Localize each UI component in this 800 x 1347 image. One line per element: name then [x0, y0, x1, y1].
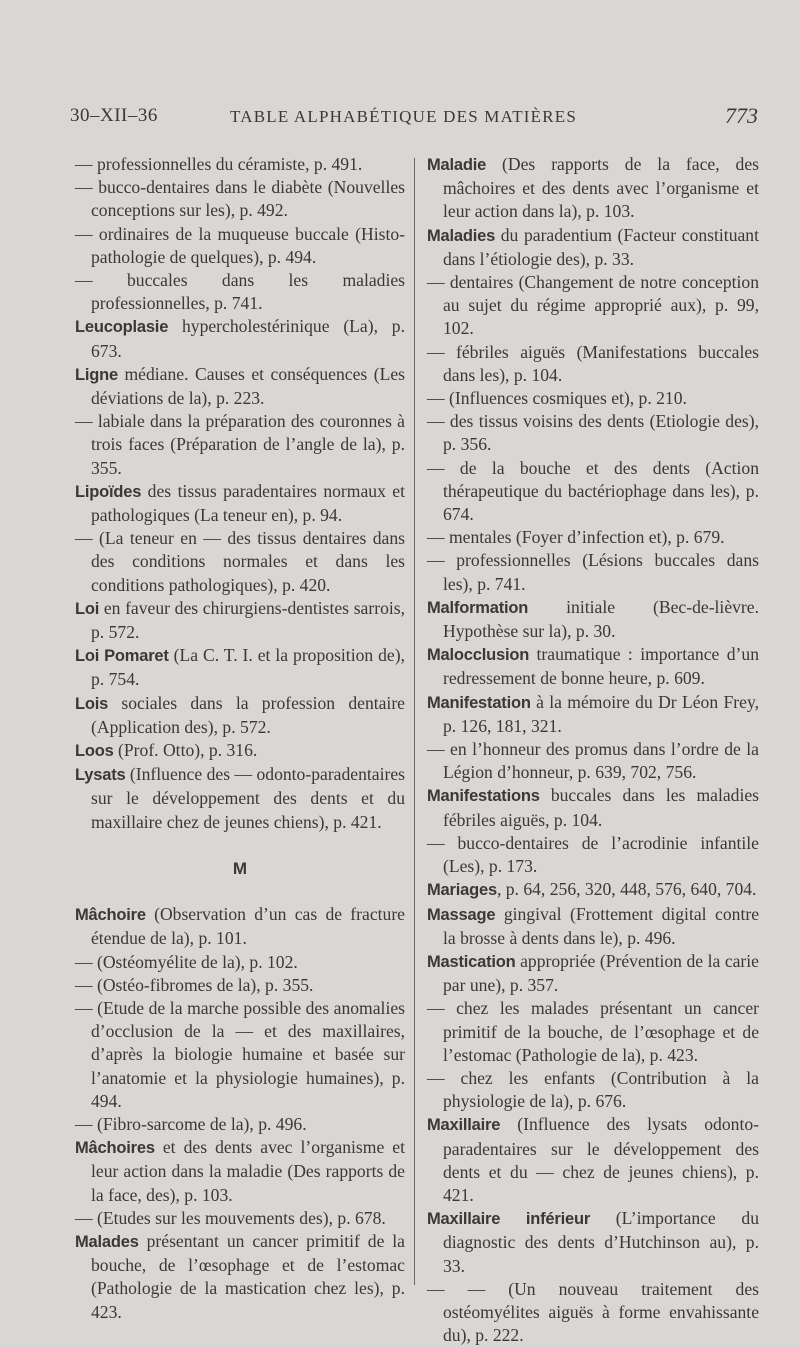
entry-text: et des dents avec l’organisme et leur action dans la maladie (Des rapports de la face, des), p. 103.: [91, 1137, 405, 1205]
entry-text: appropriée (Prévention de la carie par une), p. 357.: [443, 950, 759, 996]
entry-text: , p. 64, 256, 320, 448, 576, 640, 704.: [496, 879, 757, 900]
index-entry: [75, 763, 405, 834]
index-entry: [75, 597, 405, 644]
index-entry: [75, 363, 405, 410]
page-number: 773: [725, 103, 758, 128]
entry-text: — (Ostéo-fibromes de la), p. 355.: [75, 974, 314, 995]
entry-heading: Mastication: [427, 952, 516, 971]
index-entry: [427, 224, 759, 271]
entry-text: médiane. Causes et conséquences (Les déviations de la), p. 223.: [91, 363, 405, 409]
entry-text: gingival (Frottement digital contre la brosse à dents dans le), p. 496.: [443, 903, 759, 948]
entry-text: — chez les enfants (Contribution à la physiologie de la), p. 676.: [427, 1067, 759, 1112]
entry-heading: Manifestation: [427, 693, 531, 712]
entry-text: — buccales dans les maladies professionnelles, p. 741.: [75, 270, 405, 314]
header-title: TABLE ALPHABÉTIQUE DES MATIÈRES: [230, 107, 578, 126]
index-entry: [427, 410, 759, 456]
entry-heading: Lipoïdes: [75, 482, 142, 501]
entry-text: du paradentium (Facteur constituant dans l’étiologie des), p. 33.: [443, 224, 759, 269]
index-entry: [427, 153, 759, 224]
index-entry: [75, 269, 405, 315]
entry-text: — en l’honneur des promus dans l’ordre de la Légion d’honneur, p. 639, 702, 756.: [427, 739, 759, 783]
entry-text: (Des rapports de la face, des mâchoires et des dents avec l’organisme et leur action dans la), p. 103.: [443, 154, 759, 222]
left-entries-m: [75, 903, 405, 1324]
entry-heading: Lysats: [75, 766, 126, 785]
index-entry: [75, 739, 405, 763]
entry-text: initiale (Bec-de-lièvre. Hypothèse sur la), p. 30.: [443, 596, 759, 642]
index-entry: [75, 527, 405, 597]
entry-text: — des tissus voisins des dents (Etiologie des), p. 356.: [427, 411, 759, 455]
entry-text: — labiale dans la préparation des couronnes à trois faces (Préparation de l’angle de la), p. 355.: [75, 411, 405, 478]
index-entry: [427, 1278, 759, 1347]
index-entry: [427, 691, 759, 738]
column-divider: [414, 158, 415, 1285]
entry-heading: Leucoplasie: [75, 318, 169, 337]
index-entry: [427, 1067, 759, 1113]
index-entry: [427, 878, 759, 902]
entry-text: (Prof. Otto), p. 316.: [113, 740, 258, 761]
index-entry: [75, 951, 405, 974]
entry-text: — de la bouche et des dents (Action thérapeutique du bactériophage dans les), p. 674.: [427, 457, 759, 525]
entry-text: sociales dans la profession dentaire (Application des), p. 572.: [91, 692, 405, 737]
index-entry: [75, 903, 405, 950]
index-entry: [427, 784, 759, 831]
entry-heading: Maxillaire inférieur: [427, 1210, 591, 1229]
entry-text: — ordinaires de la muqueuse buccale (Histo-pathologie de quelques), p. 494.: [75, 223, 405, 267]
index-entry: [75, 1207, 405, 1230]
index-entry: [75, 1113, 405, 1136]
index-entry: [427, 387, 759, 410]
entry-text: — bucco-dentaires dans le diabète (Nouvelles conceptions sur les), p. 492.: [75, 177, 405, 221]
entry-text: (L’importance du diagnostic des dents d’Hutchinson au), p. 33.: [443, 1208, 759, 1276]
entry-heading: Mariages: [427, 881, 497, 900]
header-date-range: 30–XII–36: [70, 105, 158, 126]
entry-heading: Lois: [75, 694, 109, 713]
entry-heading: Malformation: [427, 598, 529, 617]
right-column: [427, 153, 759, 1347]
entry-text: — dentaires (Changement de notre conception au sujet du régime approprié aux), p. 99, 102.: [427, 272, 759, 339]
index-entry: [75, 974, 405, 997]
index-entry: [427, 997, 759, 1067]
entry-heading: Mâchoires: [75, 1139, 155, 1158]
entry-text: — bucco-dentaires de l’acrodinie infantile (Les), p. 173.: [427, 832, 759, 877]
entry-text: (Influence des lysats odonto-paradentaires sur le développement des dents et du — chez de jeunes chiens), p. 421.: [443, 1114, 759, 1205]
index-entry: [427, 1113, 759, 1207]
index-entry: [427, 903, 759, 950]
entry-text: — (Influences cosmiques et), p. 210.: [427, 388, 687, 409]
entry-text: présentant un cancer primitif de la bouche, de l’œsophage et de l’estomac (Pathologie de la mastication chez les), p. 423.: [91, 1230, 405, 1322]
entry-heading: Loos: [75, 742, 114, 761]
entry-text: (Influence des — odonto-paradentaires sur le développement des dents et du maxillaire chez de jeunes chiens), p. 421.: [91, 764, 405, 832]
index-entry: [427, 738, 759, 784]
left-column: [75, 153, 405, 1324]
index-entry: [427, 526, 759, 549]
entry-text: — mentales (Foyer d’infection et), p. 679.: [427, 527, 725, 548]
index-entry: [427, 271, 759, 341]
index-entry: [427, 832, 759, 878]
entry-heading: Massage: [427, 905, 496, 924]
index-entry: [427, 950, 759, 997]
entry-heading: Maxillaire: [427, 1116, 501, 1135]
entry-heading: Loi Pomaret: [75, 647, 169, 666]
index-entry: [75, 692, 405, 739]
page-header: [70, 103, 758, 133]
index-entry: [75, 997, 405, 1113]
entry-text: — fébriles aiguës (Manifestations buccales dans les), p. 104.: [427, 341, 759, 385]
entry-text: — — (Un nouveau traitement des ostéomyélites aiguës à forme envahissante du), p. 222.: [427, 1278, 759, 1346]
entry-heading: Malocclusion: [427, 646, 530, 665]
index-entry: [427, 341, 759, 387]
entry-text: — professionnelles du céramiste, p. 491.: [75, 154, 363, 174]
section-letter: M: [232, 858, 248, 878]
index-entry: [75, 153, 405, 176]
entry-heading: Maladie: [427, 156, 487, 174]
index-entry: [427, 549, 759, 595]
index-entry: [427, 457, 759, 527]
entry-text: — professionnelles (Lésions buccales dans les), p. 741.: [427, 550, 759, 594]
index-entry: [75, 315, 405, 362]
index-entry: [75, 223, 405, 269]
index-entry: [75, 480, 405, 527]
entry-heading: Loi: [75, 599, 100, 618]
index-entry: [75, 1136, 405, 1207]
index-entry: [427, 643, 759, 690]
entry-heading: Ligne: [75, 365, 118, 384]
entry-text: (Observation d’un cas de fracture étendue de la), p. 101.: [91, 904, 405, 949]
entry-text: — (Fibro-sarcome de la), p. 496.: [75, 1113, 307, 1134]
entry-text: hypercholestérinique (La), p. 673.: [91, 316, 405, 361]
entry-text: des tissus paradentaires normaux et pathologiques (La teneur en), p. 94.: [91, 480, 405, 526]
entry-text: en faveur des chirurgiens-dentistes sarrois, p. 572.: [91, 597, 405, 643]
entry-text: à la mémoire du Dr Léon Frey, p. 126, 181, 321.: [443, 691, 759, 736]
index-entry: [75, 176, 405, 222]
index-entry: [427, 596, 759, 643]
entry-text: traumatique : importance d’un redressement de bonne heure, p. 609.: [443, 644, 759, 689]
entry-heading: Malades: [75, 1232, 139, 1251]
right-entries: [427, 153, 759, 1347]
index-entry: [427, 1207, 759, 1278]
entry-text: — chez les malades présentant un cancer primitif de la bouche, de l’œsophage et de l’estomac (Pathologie de la), p. 423.: [427, 998, 759, 1065]
entry-heading: Manifestations: [427, 787, 540, 806]
index-entry: [75, 644, 405, 691]
entry-text: — (Ostéomyélite de la), p. 102.: [75, 951, 298, 972]
index-entry: [75, 1230, 405, 1324]
entry-text: buccales dans les maladies fébriles aiguës, p. 104.: [443, 785, 759, 830]
entry-text: (La C. T. I. et la proposition de), p. 754.: [91, 645, 405, 690]
entry-text: — (La teneur en — des tissus dentaires dans des conditions normales et dans les conditions pathologiques), p. 420.: [75, 528, 405, 595]
index-entry: [75, 410, 405, 480]
entry-text: — (Etude de la marche possible des anomalies d’occlusion de la — et des maxillaires, d’après la biologie humaine et basée sur l’anatomie et la physiologie humaines), p. 494.: [75, 997, 405, 1111]
entry-heading: Maladies: [427, 226, 496, 245]
entry-heading: Mâchoire: [75, 906, 146, 925]
entry-text: — (Etudes sur les mouvements des), p. 678.: [75, 1207, 386, 1228]
left-entries: [75, 153, 405, 834]
